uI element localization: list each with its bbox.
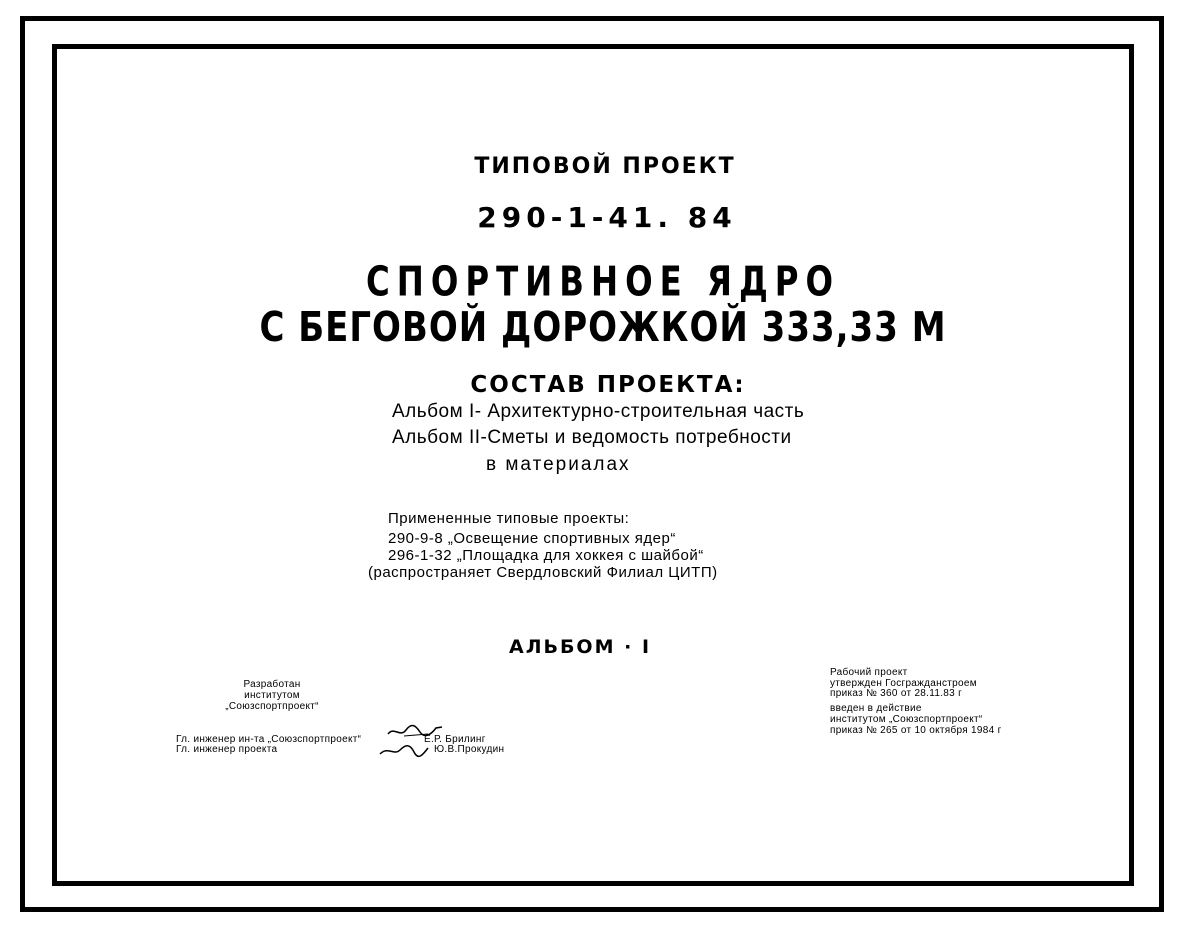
composition-heading: СОСТАВ ПРОЕКТА: (470, 372, 746, 398)
distribution-note: (распространяет Свердловский Филиал ЦИТП) (368, 564, 718, 581)
composition-album-2: Альбом II-Сметы и ведомость потребности (392, 427, 792, 448)
signature-role-2: Гл. инженер проекта (176, 744, 278, 755)
developer-line-1: Разработан (243, 679, 301, 690)
approval-line-3: приказ № 360 от 28.11.83 г (830, 688, 963, 699)
title-line-2: С БЕГОВОЙ ДОРОЖКОЙ 333,33 М (259, 304, 947, 352)
title-line-1: СПОРТИВНОЕ ЯДРО (365, 258, 841, 306)
developer-line-2: институтом (244, 690, 300, 701)
approval-line-5: институтом „Союзспортпроект“ (830, 714, 983, 725)
signature-name-2: Ю.В.Прокудин (434, 744, 505, 755)
composition-album-1: Альбом I- Архитектурно-строительная часть (392, 401, 805, 422)
approval-line-1: Рабочий проект (830, 667, 908, 678)
applied-projects-heading: Примененные типовые проекты: (388, 510, 630, 527)
approval-line-6: приказ № 265 от 10 октября 1984 г (830, 725, 1002, 736)
composition-album-2-continued: в материалах (486, 454, 631, 475)
project-code: 290-1-41. 84 (477, 201, 737, 234)
signature-role-1: Гл. инженер ин-та „Союзспортпроект“ (176, 734, 362, 745)
applied-project-1: 290-9-8 „Освещение спортивных ядер“ (388, 530, 676, 547)
album-label: АЛЬБОМ · I (508, 636, 652, 658)
project-type: ТИПОВОЙ ПРОЕКТ (474, 154, 736, 179)
approval-line-2: утвержден Госгражданстроем (830, 678, 977, 689)
developer-line-3: „Союзспортпроект“ (225, 701, 319, 712)
approval-line-4: введен в действие (830, 703, 922, 714)
signature-name-1: Е.Р. Брилинг (424, 734, 486, 745)
handwritten-signature-2 (378, 742, 430, 758)
applied-project-2: 296-1-32 „Площадка для хоккея с шайбой“ (388, 547, 704, 564)
